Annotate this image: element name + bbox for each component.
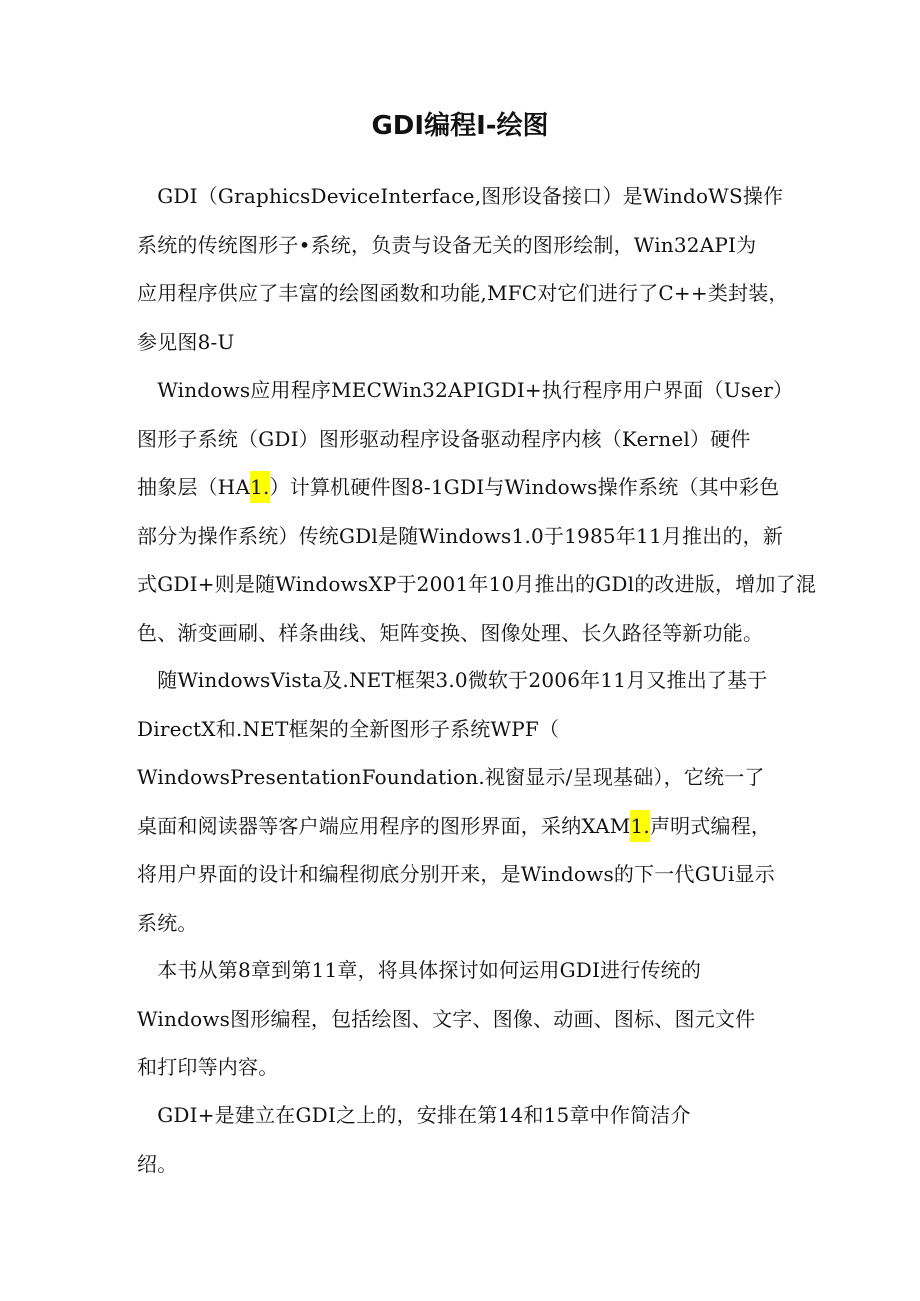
paragraph-wpf [137, 656, 797, 948]
text-line: 将用户界面的设计和编程彻底分别开来，是Windows的下一代GUi显示 [137, 862, 775, 887]
text-line: 桌面和阅读器等客户端应用程序的图形界面，采纳XAM1.声明式编程， [137, 802, 797, 851]
highlighted-text: 1. [250, 471, 269, 503]
text-line: 应用程序供应了丰富的绘图函数和功能,MFC对它们进行了C++类封装， [137, 281, 789, 306]
text-line: WindowsPresentationFoundation.视窗显示/呈现基础），它统一了 [137, 765, 765, 790]
text-line: GDI+是建立在GDI之上的，安排在第14和15章中作简洁介 [137, 1103, 691, 1127]
text-line: 和打印等内容。 [137, 1055, 279, 1080]
text-line: 系统的传统图形子•系统，负责与设备无关的图形绘制，Win32API为 [137, 232, 757, 257]
text-line: GDI（GraphicsDeviceInterface,图形设备接口）是WindoWS操作 [137, 184, 784, 208]
text-line: 部分为操作系统）传统GDl是随Windows1.0于1985年11月推出的，新 [137, 523, 784, 548]
paragraph-gdi-intro [137, 172, 797, 366]
text-line: DirectX和.NET框架的全新图形子系统WPF（ [137, 716, 560, 741]
paragraph-gdi-plus [137, 1091, 797, 1188]
text-line: Windows图形编程，包括绘图、文字、图像、动画、图标、图元文件 [137, 1006, 756, 1031]
highlighted-text: 1. [630, 810, 649, 842]
paragraph-architecture [137, 366, 817, 658]
text-line: Windows应用程序MECWin32APIGDI+执行程序用户界面（User） [137, 378, 794, 402]
text-line: 系统。 [137, 910, 198, 935]
document-title: GDI编程I-绘图 [371, 111, 549, 141]
text-line: 色、渐变画刷、样条曲线、矩阵变换、图像处理、长久路径等新功能。 [137, 620, 764, 645]
text-line: 绍。 [137, 1151, 178, 1176]
paragraph-book-scope [137, 946, 797, 1092]
text-line: 随WindowsVista及.NET框架3.0微软于2006年11月又推出了基于 [137, 668, 768, 692]
text-line: 图形子系统（GDI）图形驱动程序设备驱动程序内核（Kernel）硬件 [137, 426, 751, 451]
text-line: 参见图8-U [137, 329, 235, 354]
text-line: 抽象层（HA1.）计算机硬件图8-1GDI与Windows操作系统（其中彩色 [137, 463, 797, 512]
text-line: 式GDI+则是随WindowsXP于2001年10月推出的GDl的改进版，增加了混 [137, 572, 817, 597]
text-line: 本书从第8章到第11章，将具体探讨如何运用GDI进行传统的 [137, 958, 702, 982]
